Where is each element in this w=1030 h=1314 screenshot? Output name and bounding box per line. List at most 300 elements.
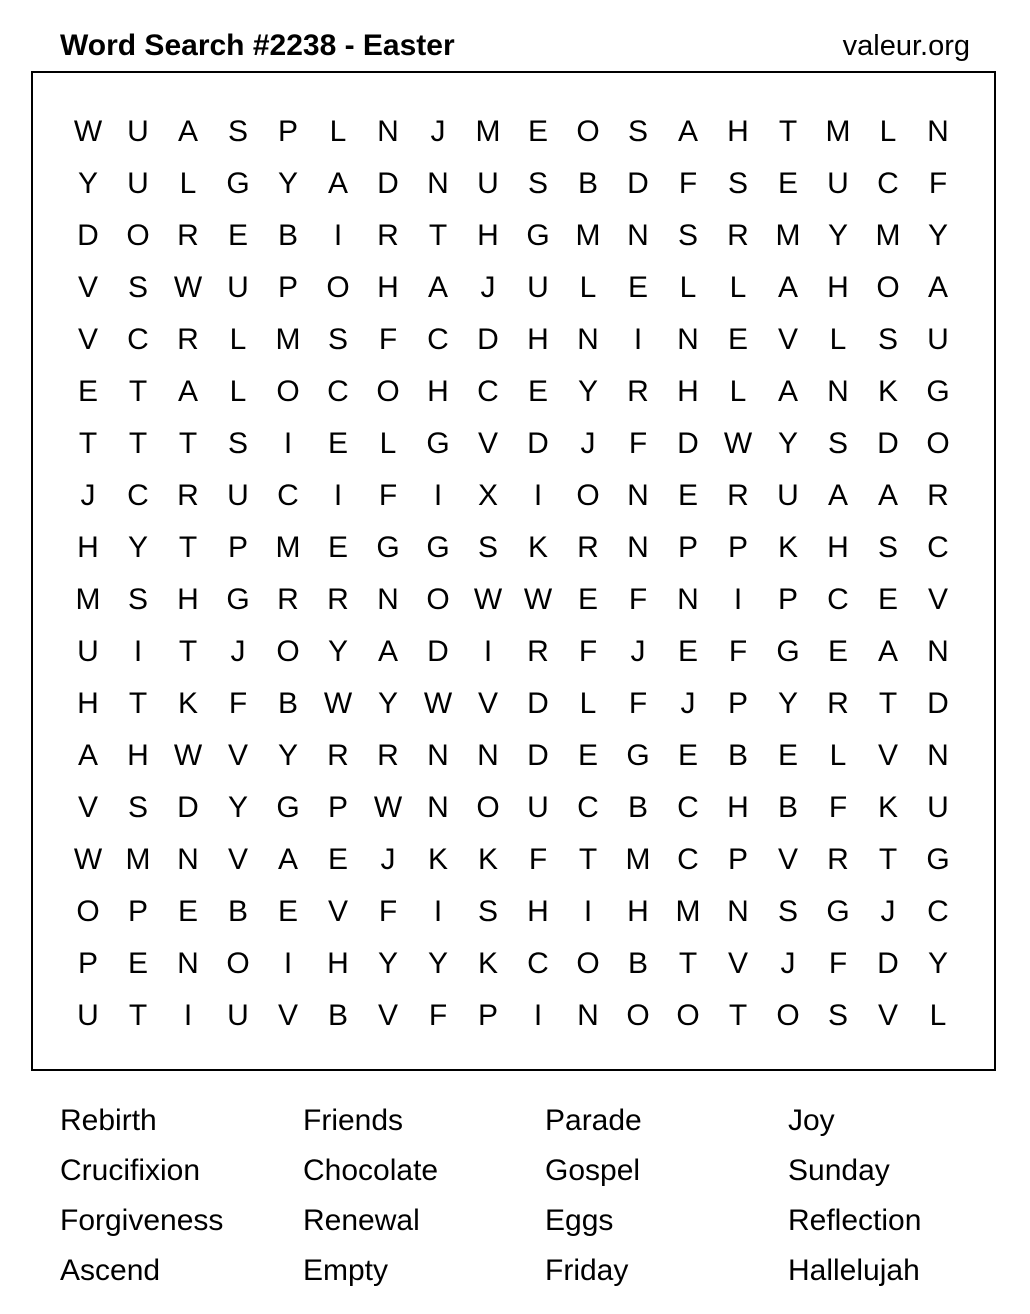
grid-letter[interactable]: N: [927, 739, 949, 772]
grid-letter[interactable]: N: [627, 479, 649, 512]
grid-letter[interactable]: H: [677, 375, 699, 408]
grid-letter[interactable]: G: [626, 739, 650, 772]
grid-letter[interactable]: E: [277, 895, 298, 928]
grid-letter[interactable]: M: [775, 219, 801, 252]
grid-letter[interactable]: U: [477, 167, 499, 200]
grid-letter[interactable]: K: [427, 843, 448, 876]
grid-letter[interactable]: Y: [777, 687, 798, 720]
grid-letter[interactable]: E: [777, 167, 798, 200]
grid-letter[interactable]: U: [227, 999, 249, 1032]
grid-letter[interactable]: S: [477, 895, 498, 928]
grid-letter[interactable]: P: [677, 531, 698, 564]
grid-letter[interactable]: B: [327, 999, 348, 1032]
grid-letter[interactable]: N: [427, 791, 449, 824]
grid-letter[interactable]: W: [523, 583, 553, 616]
grid-letter[interactable]: M: [275, 531, 301, 564]
grid-letter[interactable]: O: [276, 635, 300, 668]
grid-letter[interactable]: H: [177, 583, 199, 616]
grid-letter[interactable]: O: [576, 115, 600, 148]
grid-letter[interactable]: S: [877, 531, 898, 564]
grid-letter[interactable]: C: [527, 947, 549, 980]
grid-letter[interactable]: C: [127, 323, 149, 356]
grid-letter[interactable]: R: [627, 375, 649, 408]
grid-letter[interactable]: B: [277, 687, 298, 720]
grid-letter[interactable]: M: [875, 219, 901, 252]
grid-letter[interactable]: Y: [277, 739, 298, 772]
grid-letter[interactable]: W: [723, 427, 753, 460]
grid-letter[interactable]: M: [625, 843, 651, 876]
grid-letter[interactable]: E: [227, 219, 248, 252]
grid-letter[interactable]: A: [77, 739, 98, 772]
grid-letter[interactable]: S: [227, 115, 248, 148]
grid-letter[interactable]: W: [173, 271, 203, 304]
grid-letter[interactable]: Y: [327, 635, 348, 668]
grid-letter[interactable]: A: [927, 271, 948, 304]
grid-letter[interactable]: T: [128, 427, 148, 460]
grid-letter[interactable]: B: [577, 167, 598, 200]
grid-letter[interactable]: K: [477, 947, 498, 980]
grid-letter[interactable]: S: [677, 219, 698, 252]
grid-letter[interactable]: I: [333, 219, 343, 252]
grid-letter[interactable]: J: [630, 635, 646, 668]
grid-letter[interactable]: R: [277, 583, 299, 616]
grid-letter[interactable]: C: [477, 375, 499, 408]
grid-letter[interactable]: W: [73, 115, 103, 148]
grid-letter[interactable]: V: [477, 687, 498, 720]
grid-letter[interactable]: D: [877, 947, 899, 980]
grid-letter[interactable]: L: [679, 271, 697, 304]
grid-letter[interactable]: I: [533, 479, 543, 512]
grid-letter[interactable]: E: [527, 375, 548, 408]
grid-letter[interactable]: O: [126, 219, 150, 252]
grid-letter[interactable]: T: [128, 375, 148, 408]
grid-letter[interactable]: M: [475, 115, 501, 148]
grid-letter[interactable]: I: [283, 427, 293, 460]
grid-letter[interactable]: E: [527, 115, 548, 148]
grid-letter[interactable]: M: [825, 115, 851, 148]
grid-letter[interactable]: N: [427, 167, 449, 200]
grid-letter[interactable]: Y: [377, 947, 398, 980]
grid-letter[interactable]: C: [127, 479, 149, 512]
grid-letter[interactable]: T: [128, 999, 148, 1032]
grid-letter[interactable]: W: [373, 791, 403, 824]
grid-letter[interactable]: H: [827, 531, 849, 564]
grid-letter[interactable]: P: [777, 583, 798, 616]
grid-letter[interactable]: O: [476, 791, 500, 824]
grid-letter[interactable]: K: [877, 375, 898, 408]
grid-letter[interactable]: G: [776, 635, 800, 668]
grid-letter[interactable]: U: [77, 999, 99, 1032]
grid-letter[interactable]: G: [426, 427, 450, 460]
grid-letter[interactable]: O: [576, 479, 600, 512]
grid-letter[interactable]: O: [76, 895, 100, 928]
grid-letter[interactable]: V: [927, 583, 948, 616]
grid-letter[interactable]: T: [78, 427, 98, 460]
grid-letter[interactable]: L: [929, 999, 947, 1032]
grid-letter[interactable]: B: [727, 739, 748, 772]
grid-letter[interactable]: S: [127, 271, 148, 304]
grid-letter[interactable]: R: [727, 479, 749, 512]
grid-letter[interactable]: K: [477, 843, 498, 876]
grid-letter[interactable]: B: [277, 219, 298, 252]
grid-letter[interactable]: D: [377, 167, 399, 200]
grid-letter[interactable]: E: [327, 427, 348, 460]
grid-letter[interactable]: R: [327, 583, 349, 616]
grid-letter[interactable]: E: [627, 271, 648, 304]
grid-letter[interactable]: Y: [227, 791, 248, 824]
grid-letter[interactable]: H: [527, 323, 549, 356]
grid-letter[interactable]: Y: [277, 167, 298, 200]
grid-letter[interactable]: E: [677, 479, 698, 512]
grid-letter[interactable]: L: [729, 375, 747, 408]
grid-letter[interactable]: J: [580, 427, 596, 460]
grid-letter[interactable]: Y: [927, 947, 948, 980]
grid-letter[interactable]: N: [627, 531, 649, 564]
grid-letter[interactable]: W: [423, 687, 453, 720]
grid-letter[interactable]: O: [626, 999, 650, 1032]
grid-letter[interactable]: A: [877, 635, 898, 668]
grid-letter[interactable]: F: [828, 791, 848, 824]
grid-letter[interactable]: N: [677, 323, 699, 356]
grid-letter[interactable]: H: [727, 115, 749, 148]
grid-letter[interactable]: S: [627, 115, 648, 148]
grid-letter[interactable]: C: [577, 791, 599, 824]
grid-letter[interactable]: V: [877, 999, 898, 1032]
grid-letter[interactable]: S: [827, 427, 848, 460]
grid-letter[interactable]: S: [527, 167, 548, 200]
grid-letter[interactable]: W: [173, 739, 203, 772]
grid-letter[interactable]: A: [777, 375, 798, 408]
grid-letter[interactable]: I: [433, 895, 443, 928]
grid-letter[interactable]: E: [727, 323, 748, 356]
grid-letter[interactable]: E: [677, 635, 698, 668]
grid-letter[interactable]: A: [277, 843, 298, 876]
grid-letter[interactable]: V: [77, 271, 98, 304]
grid-letter[interactable]: N: [177, 843, 199, 876]
grid-letter[interactable]: I: [133, 635, 143, 668]
grid-letter[interactable]: J: [430, 115, 446, 148]
grid-letter[interactable]: V: [377, 999, 398, 1032]
grid-letter[interactable]: O: [676, 999, 700, 1032]
grid-letter[interactable]: U: [527, 791, 549, 824]
grid-letter[interactable]: O: [576, 947, 600, 980]
grid-letter[interactable]: F: [378, 479, 398, 512]
grid-letter[interactable]: F: [428, 999, 448, 1032]
grid-letter[interactable]: E: [177, 895, 198, 928]
grid-letter[interactable]: E: [327, 843, 348, 876]
grid-letter[interactable]: U: [927, 323, 949, 356]
grid-letter[interactable]: X: [477, 479, 498, 512]
grid-letter[interactable]: M: [575, 219, 601, 252]
grid-letter[interactable]: N: [577, 323, 599, 356]
grid-letter[interactable]: I: [283, 947, 293, 980]
grid-letter[interactable]: K: [527, 531, 548, 564]
grid-letter[interactable]: G: [276, 791, 300, 824]
grid-letter[interactable]: A: [877, 479, 898, 512]
grid-letter[interactable]: E: [827, 635, 848, 668]
grid-letter[interactable]: J: [880, 895, 896, 928]
grid-letter[interactable]: C: [277, 479, 299, 512]
grid-letter[interactable]: G: [426, 531, 450, 564]
grid-letter[interactable]: H: [77, 531, 99, 564]
grid-letter[interactable]: L: [729, 271, 747, 304]
grid-letter[interactable]: L: [879, 115, 897, 148]
grid-letter[interactable]: V: [227, 739, 248, 772]
grid-letter[interactable]: H: [427, 375, 449, 408]
grid-letter[interactable]: F: [378, 323, 398, 356]
grid-letter[interactable]: L: [179, 167, 197, 200]
grid-letter[interactable]: T: [728, 999, 748, 1032]
grid-letter[interactable]: W: [73, 843, 103, 876]
grid-letter[interactable]: E: [777, 739, 798, 772]
grid-letter[interactable]: C: [827, 583, 849, 616]
grid-letter[interactable]: O: [776, 999, 800, 1032]
grid-letter[interactable]: I: [533, 999, 543, 1032]
grid-letter[interactable]: Y: [577, 375, 598, 408]
grid-letter[interactable]: H: [827, 271, 849, 304]
grid-letter[interactable]: H: [477, 219, 499, 252]
grid-letter[interactable]: J: [80, 479, 96, 512]
grid-letter[interactable]: U: [227, 271, 249, 304]
grid-letter[interactable]: C: [927, 895, 949, 928]
grid-letter[interactable]: G: [926, 843, 950, 876]
grid-letter[interactable]: S: [127, 791, 148, 824]
grid-letter[interactable]: D: [77, 219, 99, 252]
grid-letter[interactable]: C: [927, 531, 949, 564]
grid-letter[interactable]: W: [323, 687, 353, 720]
grid-letter[interactable]: H: [527, 895, 549, 928]
grid-letter[interactable]: F: [678, 167, 698, 200]
grid-letter[interactable]: O: [426, 583, 450, 616]
grid-letter[interactable]: B: [227, 895, 248, 928]
grid-letter[interactable]: U: [777, 479, 799, 512]
grid-letter[interactable]: C: [877, 167, 899, 200]
grid-letter[interactable]: Y: [777, 427, 798, 460]
grid-letter[interactable]: S: [227, 427, 248, 460]
grid-letter[interactable]: U: [927, 791, 949, 824]
grid-letter[interactable]: U: [127, 115, 149, 148]
grid-letter[interactable]: I: [633, 323, 643, 356]
grid-letter[interactable]: L: [579, 271, 597, 304]
grid-letter[interactable]: V: [477, 427, 498, 460]
grid-letter[interactable]: E: [877, 583, 898, 616]
grid-letter[interactable]: M: [75, 583, 101, 616]
grid-letter[interactable]: D: [927, 687, 949, 720]
grid-letter[interactable]: M: [125, 843, 151, 876]
grid-letter[interactable]: A: [177, 115, 198, 148]
grid-letter[interactable]: U: [527, 271, 549, 304]
grid-letter[interactable]: P: [127, 895, 148, 928]
grid-letter[interactable]: H: [327, 947, 349, 980]
grid-letter[interactable]: R: [177, 479, 199, 512]
grid-letter[interactable]: E: [127, 947, 148, 980]
grid-letter[interactable]: O: [276, 375, 300, 408]
grid-letter[interactable]: R: [377, 219, 399, 252]
grid-letter[interactable]: D: [527, 687, 549, 720]
grid-letter[interactable]: O: [226, 947, 250, 980]
grid-letter[interactable]: Y: [77, 167, 98, 200]
grid-letter[interactable]: A: [677, 115, 698, 148]
grid-letter[interactable]: H: [127, 739, 149, 772]
grid-letter[interactable]: V: [777, 323, 798, 356]
grid-letter[interactable]: T: [178, 427, 198, 460]
grid-letter[interactable]: C: [327, 375, 349, 408]
grid-letter[interactable]: G: [226, 167, 250, 200]
grid-letter[interactable]: P: [727, 687, 748, 720]
grid-letter[interactable]: S: [127, 583, 148, 616]
grid-letter[interactable]: C: [427, 323, 449, 356]
grid-letter[interactable]: N: [727, 895, 749, 928]
grid-letter[interactable]: A: [327, 167, 348, 200]
grid-letter[interactable]: G: [826, 895, 850, 928]
grid-letter[interactable]: V: [777, 843, 798, 876]
grid-letter[interactable]: O: [876, 271, 900, 304]
grid-letter[interactable]: H: [377, 271, 399, 304]
grid-letter[interactable]: P: [227, 531, 248, 564]
grid-letter[interactable]: I: [733, 583, 743, 616]
grid-letter[interactable]: L: [579, 687, 597, 720]
grid-letter[interactable]: D: [477, 323, 499, 356]
grid-letter[interactable]: E: [577, 583, 598, 616]
grid-letter[interactable]: E: [77, 375, 98, 408]
grid-letter[interactable]: L: [229, 375, 247, 408]
grid-letter[interactable]: A: [427, 271, 448, 304]
grid-letter[interactable]: F: [628, 583, 648, 616]
grid-letter[interactable]: L: [829, 323, 847, 356]
grid-letter[interactable]: P: [327, 791, 348, 824]
grid-letter[interactable]: S: [727, 167, 748, 200]
grid-letter[interactable]: P: [727, 531, 748, 564]
grid-letter[interactable]: I: [483, 635, 493, 668]
grid-letter[interactable]: A: [177, 375, 198, 408]
grid-letter[interactable]: T: [128, 687, 148, 720]
grid-letter[interactable]: T: [778, 115, 798, 148]
grid-letter[interactable]: D: [877, 427, 899, 460]
grid-letter[interactable]: D: [177, 791, 199, 824]
grid-letter[interactable]: H: [627, 895, 649, 928]
grid-letter[interactable]: R: [527, 635, 549, 668]
grid-letter[interactable]: V: [77, 791, 98, 824]
grid-letter[interactable]: Y: [127, 531, 148, 564]
grid-letter[interactable]: J: [780, 947, 796, 980]
grid-letter[interactable]: H: [727, 791, 749, 824]
grid-letter[interactable]: N: [577, 999, 599, 1032]
grid-letter[interactable]: B: [777, 791, 798, 824]
grid-letter[interactable]: L: [379, 427, 397, 460]
grid-letter[interactable]: S: [477, 531, 498, 564]
grid-letter[interactable]: U: [827, 167, 849, 200]
grid-letter[interactable]: F: [828, 947, 848, 980]
grid-letter[interactable]: J: [680, 687, 696, 720]
grid-letter[interactable]: K: [777, 531, 798, 564]
grid-letter[interactable]: R: [377, 739, 399, 772]
grid-letter[interactable]: V: [77, 323, 98, 356]
grid-letter[interactable]: S: [327, 323, 348, 356]
grid-letter[interactable]: I: [183, 999, 193, 1032]
grid-letter[interactable]: Y: [377, 687, 398, 720]
grid-letter[interactable]: I: [333, 479, 343, 512]
grid-letter[interactable]: C: [677, 791, 699, 824]
grid-letter[interactable]: P: [727, 843, 748, 876]
grid-letter[interactable]: O: [926, 427, 950, 460]
grid-letter[interactable]: T: [878, 843, 898, 876]
grid-letter[interactable]: Y: [827, 219, 848, 252]
grid-letter[interactable]: J: [230, 635, 246, 668]
grid-letter[interactable]: D: [427, 635, 449, 668]
grid-letter[interactable]: E: [677, 739, 698, 772]
grid-letter[interactable]: A: [827, 479, 848, 512]
grid-letter[interactable]: N: [927, 115, 949, 148]
grid-letter[interactable]: K: [877, 791, 898, 824]
grid-letter[interactable]: N: [827, 375, 849, 408]
grid-letter[interactable]: T: [178, 635, 198, 668]
grid-letter[interactable]: W: [473, 583, 503, 616]
grid-letter[interactable]: A: [777, 271, 798, 304]
grid-letter[interactable]: F: [228, 687, 248, 720]
grid-letter[interactable]: F: [628, 687, 648, 720]
grid-letter[interactable]: N: [377, 115, 399, 148]
grid-letter[interactable]: G: [926, 375, 950, 408]
grid-letter[interactable]: A: [377, 635, 398, 668]
grid-letter[interactable]: E: [577, 739, 598, 772]
grid-letter[interactable]: U: [227, 479, 249, 512]
grid-letter[interactable]: N: [427, 739, 449, 772]
grid-letter[interactable]: D: [527, 427, 549, 460]
grid-letter[interactable]: T: [878, 687, 898, 720]
grid-letter[interactable]: T: [678, 947, 698, 980]
grid-letter[interactable]: G: [376, 531, 400, 564]
grid-letter[interactable]: P: [477, 999, 498, 1032]
grid-letter[interactable]: D: [527, 739, 549, 772]
grid-letter[interactable]: S: [777, 895, 798, 928]
grid-letter[interactable]: F: [528, 843, 548, 876]
grid-letter[interactable]: P: [277, 115, 298, 148]
grid-letter[interactable]: J: [380, 843, 396, 876]
grid-letter[interactable]: Y: [427, 947, 448, 980]
grid-letter[interactable]: R: [177, 323, 199, 356]
grid-letter[interactable]: T: [428, 219, 448, 252]
grid-letter[interactable]: F: [578, 635, 598, 668]
grid-letter[interactable]: V: [327, 895, 348, 928]
grid-letter[interactable]: F: [728, 635, 748, 668]
grid-letter[interactable]: N: [177, 947, 199, 980]
grid-letter[interactable]: H: [77, 687, 99, 720]
grid-letter[interactable]: V: [227, 843, 248, 876]
grid-letter[interactable]: S: [827, 999, 848, 1032]
grid-letter[interactable]: P: [77, 947, 98, 980]
grid-letter[interactable]: M: [675, 895, 701, 928]
grid-letter[interactable]: R: [177, 219, 199, 252]
grid-letter[interactable]: N: [927, 635, 949, 668]
grid-letter[interactable]: D: [677, 427, 699, 460]
grid-letter[interactable]: L: [329, 115, 347, 148]
grid-letter[interactable]: T: [578, 843, 598, 876]
grid-letter[interactable]: R: [577, 531, 599, 564]
grid-letter[interactable]: B: [627, 947, 648, 980]
grid-letter[interactable]: U: [77, 635, 99, 668]
grid-letter[interactable]: R: [827, 843, 849, 876]
grid-letter[interactable]: K: [177, 687, 198, 720]
grid-letter[interactable]: F: [928, 167, 948, 200]
grid-letter[interactable]: U: [127, 167, 149, 200]
grid-letter[interactable]: M: [275, 323, 301, 356]
grid-letter[interactable]: P: [277, 271, 298, 304]
grid-letter[interactable]: D: [627, 167, 649, 200]
grid-letter[interactable]: F: [378, 895, 398, 928]
grid-letter[interactable]: E: [327, 531, 348, 564]
grid-letter[interactable]: C: [677, 843, 699, 876]
grid-letter[interactable]: B: [627, 791, 648, 824]
